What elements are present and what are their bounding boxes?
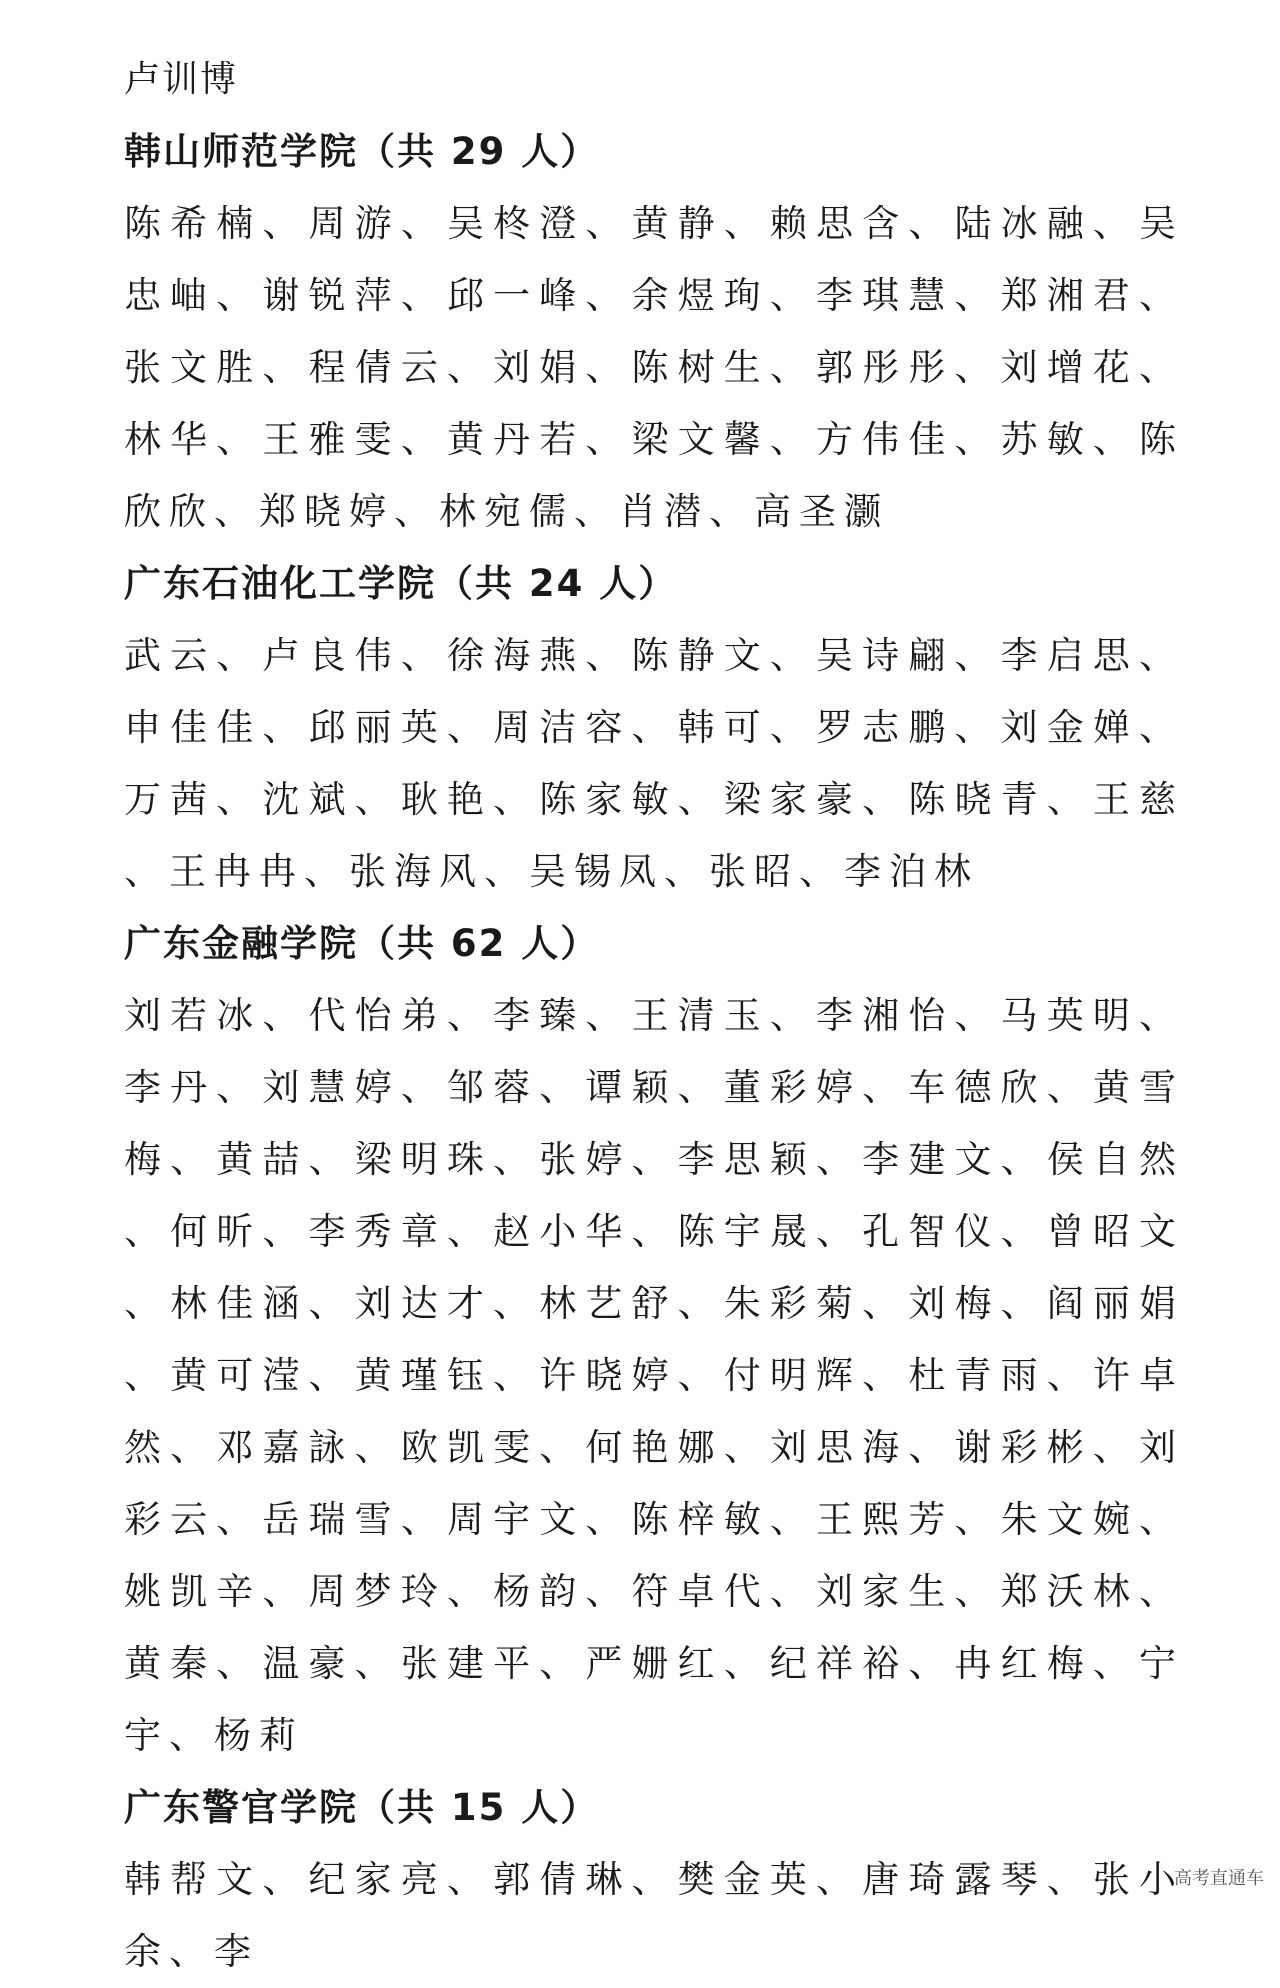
section-title: 广东石油化工学院（共 24 人）	[124, 562, 678, 605]
document-page	[124, 44, 1184, 1988]
section-hanshan	[124, 116, 1184, 548]
section-title: 广东金融学院（共 62 人）	[124, 922, 600, 965]
intro-name-line: 卢训博	[124, 59, 239, 100]
section-finance	[124, 908, 1184, 1772]
section-title: 韩山师范学院（共 29 人）	[124, 130, 600, 173]
watermark-text: 高考直通车	[1174, 1868, 1264, 1889]
name-list: 陈希楠、周游、吴柊澄、黄静、赖思含、陆冰融、吴忠岫、谢锐萍、邱一峰、余煜珣、李琪慧、郑湘君、张文胜、程倩云、刘娟、陈树生、郭彤彤、刘增花、林华、王雅雯、黄丹若、梁文馨、方伟佳、苏敏、陈欣欣、郑晓婷、林宛儒、肖潜、高圣灏	[124, 202, 1184, 533]
section-police	[124, 1772, 1184, 1988]
name-list: 刘若冰、代怡弟、李臻、王清玉、李湘怡、马英明、李丹、刘慧婷、邹蓉、谭颖、董彩婷、车德欣、黄雪梅、黄喆、梁明珠、张婷、李思颖、李建文、侯自然、何昕、李秀章、赵小华、陈宇晟、孔智仪、曾昭文、林佳涵、刘达才、林艺舒、朱彩菊、刘梅、阎丽娟、黄可滢、黄瑾钰、许晓婷、付明辉、杜青雨、许卓然、邓嘉詠、欧凯雯、何艳娜、刘思海、谢彩彬、刘彩云、岳瑞雪、周宇文、陈梓敏、王熙芳、朱文婉、姚凯辛、周梦玲、杨韵、符卓代、刘家生、郑沃林、黄秦、温豪、张建平、严姗红、纪祥裕、冉红梅、宁宇、杨莉	[124, 994, 1184, 1757]
section-petrochemical	[124, 548, 1184, 908]
name-list: 武云、卢良伟、徐海燕、陈静文、吴诗翩、李启思、申佳佳、邱丽英、周洁容、韩可、罗志鹏、刘金婵、万茜、沈斌、耿艳、陈家敏、梁家豪、陈晓青、王慈、王冉冉、张海风、吴锡凤、张昭、李泊林	[124, 634, 1184, 893]
section-title: 广东警官学院（共 15 人）	[124, 1786, 600, 1829]
name-list: 韩帮文、纪家亮、郭倩琳、樊金英、唐琦露琴、张小余、李	[124, 1858, 1184, 1973]
